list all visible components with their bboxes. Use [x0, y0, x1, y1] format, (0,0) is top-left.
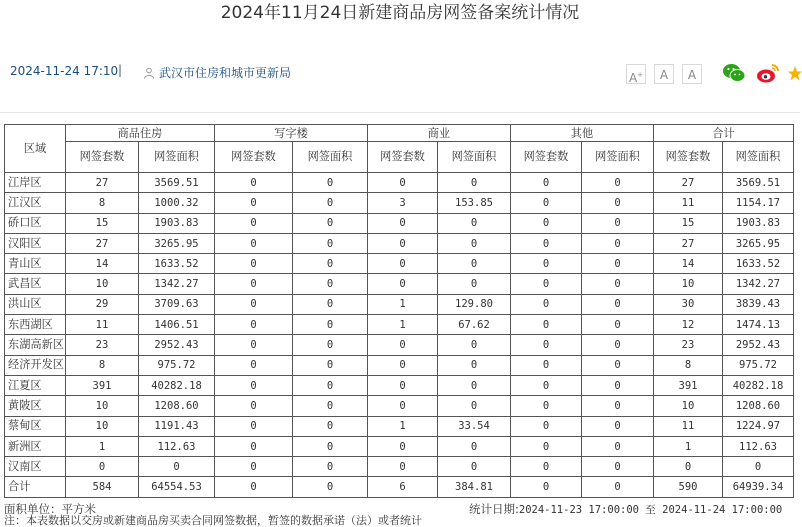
- count-cell: 10: [654, 274, 723, 294]
- count-cell: 1: [368, 294, 438, 314]
- area-cell: 0: [582, 213, 654, 233]
- statistics-date-label: 统计日期:: [469, 502, 519, 516]
- area-cell: 0: [293, 355, 368, 375]
- area-cell: 0: [582, 173, 654, 193]
- table-row: [5, 315, 794, 335]
- count-cell: 10: [66, 396, 139, 416]
- count-cell: 0: [215, 477, 293, 497]
- count-cell: 11: [66, 315, 139, 335]
- star-icon[interactable]: [788, 62, 802, 84]
- area-cell: 0: [293, 335, 368, 355]
- count-cell: 0: [215, 355, 293, 375]
- area-cell: 0: [293, 173, 368, 193]
- font-default-button[interactable]: A: [654, 64, 674, 84]
- count-cell: 0: [511, 315, 582, 335]
- sub-header-count: 网签套数: [654, 142, 723, 173]
- area-cell: 3265.95: [139, 233, 215, 253]
- area-cell: 40282.18: [723, 375, 794, 395]
- area-cell: 0: [582, 355, 654, 375]
- count-cell: 0: [215, 416, 293, 436]
- area-cell: 3569.51: [723, 173, 794, 193]
- area-unit-note: 面积单位：平方米: [4, 502, 96, 516]
- count-cell: 0: [511, 193, 582, 213]
- area-cell: 112.63: [723, 436, 794, 456]
- area-cell: 0: [438, 173, 511, 193]
- count-cell: 0: [215, 315, 293, 335]
- area-cell: 0: [582, 233, 654, 253]
- sub-header-area: 网签面积: [438, 142, 511, 173]
- count-cell: 27: [66, 233, 139, 253]
- area-cell: 67.62: [438, 315, 511, 335]
- count-cell: 0: [368, 457, 438, 477]
- area-cell: 0: [438, 436, 511, 456]
- count-cell: 0: [511, 335, 582, 355]
- count-cell: 1: [368, 416, 438, 436]
- count-cell: 0: [511, 436, 582, 456]
- count-cell: 0: [368, 173, 438, 193]
- count-cell: 391: [654, 375, 723, 395]
- area-cell: 2952.43: [723, 335, 794, 355]
- count-cell: 0: [368, 335, 438, 355]
- table-row: [5, 375, 794, 395]
- area-cell: 0: [293, 436, 368, 456]
- count-cell: 0: [511, 274, 582, 294]
- count-cell: 0: [368, 213, 438, 233]
- area-cell: 1191.43: [139, 416, 215, 436]
- count-cell: 3: [368, 193, 438, 213]
- count-cell: 1: [66, 436, 139, 456]
- count-cell: 0: [215, 173, 293, 193]
- area-cell: 0: [438, 274, 511, 294]
- area-cell: 1154.17: [723, 193, 794, 213]
- area-cell: 0: [582, 335, 654, 355]
- count-cell: 10: [654, 396, 723, 416]
- table-total-row: [5, 477, 794, 497]
- count-cell: 0: [368, 233, 438, 253]
- count-cell: 1: [368, 315, 438, 335]
- area-cell: 0: [723, 457, 794, 477]
- area-cell: 0: [582, 315, 654, 335]
- font-decrease-button[interactable]: A: [682, 64, 702, 84]
- area-cell: 0: [293, 375, 368, 395]
- district-cell: 江汉区: [5, 193, 66, 213]
- area-cell: 1903.83: [139, 213, 215, 233]
- area-cell: 0: [293, 193, 368, 213]
- count-cell: 8: [654, 355, 723, 375]
- area-cell: 112.63: [139, 436, 215, 456]
- area-cell: 0: [438, 213, 511, 233]
- count-cell: 0: [215, 457, 293, 477]
- count-cell: 584: [66, 477, 139, 497]
- table-row: [5, 457, 794, 477]
- source-link[interactable]: [143, 64, 291, 81]
- count-cell: 29: [66, 294, 139, 314]
- district-cell: 江岸区: [5, 173, 66, 193]
- district-cell: 黄陂区: [5, 396, 66, 416]
- area-cell: 0: [293, 315, 368, 335]
- count-cell: 27: [654, 233, 723, 253]
- sub-header-area: 网签面积: [293, 142, 368, 173]
- count-cell: 6: [368, 477, 438, 497]
- area-cell: 975.72: [723, 355, 794, 375]
- table-row: [5, 416, 794, 436]
- table-row: [5, 436, 794, 456]
- sub-header-area: 网签面积: [723, 142, 794, 173]
- count-cell: 0: [215, 193, 293, 213]
- count-cell: 0: [368, 396, 438, 416]
- sub-header-count: 网签套数: [66, 142, 139, 173]
- area-cell: 0: [139, 457, 215, 477]
- area-cell: 0: [293, 457, 368, 477]
- count-cell: 27: [66, 173, 139, 193]
- area-cell: 1342.27: [723, 274, 794, 294]
- count-cell: 0: [511, 254, 582, 274]
- count-cell: 23: [654, 335, 723, 355]
- area-cell: 0: [438, 457, 511, 477]
- area-cell: 0: [293, 477, 368, 497]
- group-header-commercial: 商业: [368, 125, 511, 142]
- district-cell: 汉南区: [5, 457, 66, 477]
- area-cell: 3265.95: [723, 233, 794, 253]
- area-cell: 384.81: [438, 477, 511, 497]
- table-row: [5, 213, 794, 233]
- area-cell: 3839.43: [723, 294, 794, 314]
- count-cell: 0: [215, 274, 293, 294]
- area-cell: 0: [293, 274, 368, 294]
- count-cell: 0: [511, 173, 582, 193]
- area-cell: 0: [582, 294, 654, 314]
- area-cell: 40282.18: [139, 375, 215, 395]
- count-cell: 14: [66, 254, 139, 274]
- weibo-icon[interactable]: [756, 62, 780, 84]
- group-header-total: 合计: [654, 125, 794, 142]
- area-cell: 1224.97: [723, 416, 794, 436]
- district-cell: 汉阳区: [5, 233, 66, 253]
- meta-separator: |: [118, 63, 123, 77]
- area-cell: 0: [582, 375, 654, 395]
- page-title: 2024年11月24日新建商品房网签备案统计情况: [220, 3, 580, 23]
- area-cell: 1474.13: [723, 315, 794, 335]
- count-cell: 0: [215, 233, 293, 253]
- area-cell: 129.80: [438, 294, 511, 314]
- font-increase-button[interactable]: A+: [626, 64, 646, 84]
- statistics-date-range: 2024-11-23 17:00:00 至 2024-11-24 17:00:00: [518, 504, 783, 516]
- sub-header-area: 网签面积: [582, 142, 654, 173]
- sub-header-count: 网签套数: [215, 142, 293, 173]
- count-cell: 0: [368, 254, 438, 274]
- table-row: [5, 193, 794, 213]
- wechat-icon[interactable]: [722, 62, 746, 84]
- table-row: [5, 355, 794, 375]
- source-label: 武汉市住房和城市更新局: [159, 66, 292, 80]
- area-cell: 0: [582, 193, 654, 213]
- count-cell: 0: [511, 233, 582, 253]
- count-cell: 0: [215, 375, 293, 395]
- table-row: [5, 335, 794, 355]
- sub-header-area: 网签面积: [139, 142, 215, 173]
- person-icon: [143, 67, 155, 79]
- area-cell: 1342.27: [139, 274, 215, 294]
- district-cell: 武昌区: [5, 274, 66, 294]
- area-cell: 1903.83: [723, 213, 794, 233]
- count-cell: 0: [368, 274, 438, 294]
- area-cell: 1633.52: [139, 254, 215, 274]
- count-cell: 0: [511, 477, 582, 497]
- count-cell: 0: [511, 375, 582, 395]
- area-cell: 1000.32: [139, 193, 215, 213]
- count-cell: 0: [215, 396, 293, 416]
- count-cell: 8: [66, 193, 139, 213]
- area-cell: 1406.51: [139, 315, 215, 335]
- area-cell: 64554.53: [139, 477, 215, 497]
- table-group-header-row: [5, 125, 794, 142]
- statistics-date: [469, 501, 782, 517]
- area-cell: 0: [582, 396, 654, 416]
- count-cell: 11: [654, 193, 723, 213]
- area-cell: 0: [582, 477, 654, 497]
- count-cell: 0: [215, 436, 293, 456]
- count-cell: 30: [654, 294, 723, 314]
- header-divider: [0, 112, 800, 113]
- area-cell: 0: [582, 457, 654, 477]
- count-cell: 0: [511, 396, 582, 416]
- area-cell: 0: [293, 396, 368, 416]
- count-cell: 0: [511, 355, 582, 375]
- area-cell: 0: [438, 396, 511, 416]
- area-cell: 0: [438, 335, 511, 355]
- count-cell: 8: [66, 355, 139, 375]
- count-cell: 0: [511, 213, 582, 233]
- area-cell: 0: [582, 436, 654, 456]
- district-cell: 经济开发区: [5, 355, 66, 375]
- count-cell: 0: [511, 457, 582, 477]
- count-cell: 27: [654, 173, 723, 193]
- area-cell: 1208.60: [723, 396, 794, 416]
- district-cell: 江夏区: [5, 375, 66, 395]
- count-cell: 15: [66, 213, 139, 233]
- count-cell: 0: [511, 294, 582, 314]
- count-cell: 11: [654, 416, 723, 436]
- group-header-residential: 商品住房: [66, 125, 215, 142]
- district-cell: 东西湖区: [5, 315, 66, 335]
- area-cell: 0: [582, 254, 654, 274]
- count-cell: 0: [368, 436, 438, 456]
- area-cell: 0: [293, 294, 368, 314]
- count-cell: 14: [654, 254, 723, 274]
- area-cell: 33.54: [438, 416, 511, 436]
- area-cell: 0: [582, 274, 654, 294]
- area-cell: 1208.60: [139, 396, 215, 416]
- area-cell: 0: [438, 254, 511, 274]
- count-cell: 0: [511, 416, 582, 436]
- area-cell: 64939.34: [723, 477, 794, 497]
- district-cell: 青山区: [5, 254, 66, 274]
- article-meta-bar: [0, 57, 800, 91]
- area-cell: 3709.63: [139, 294, 215, 314]
- count-cell: 10: [66, 416, 139, 436]
- sub-header-count: 网签套数: [368, 142, 438, 173]
- table-row: [5, 254, 794, 274]
- area-cell: 0: [293, 254, 368, 274]
- district-cell: 蔡甸区: [5, 416, 66, 436]
- district-cell: 硚口区: [5, 213, 66, 233]
- area-cell: 153.85: [438, 193, 511, 213]
- table-row: [5, 294, 794, 314]
- count-cell: 0: [368, 375, 438, 395]
- count-cell: 23: [66, 335, 139, 355]
- district-header: 区域: [5, 125, 66, 173]
- district-cell: 东湖高新区: [5, 335, 66, 355]
- area-cell: 0: [293, 213, 368, 233]
- area-cell: 975.72: [139, 355, 215, 375]
- area-cell: 0: [293, 233, 368, 253]
- table-row: [5, 173, 794, 193]
- count-cell: 10: [66, 274, 139, 294]
- count-cell: 15: [654, 213, 723, 233]
- count-cell: 0: [654, 457, 723, 477]
- district-cell: 合计: [5, 477, 66, 497]
- footnote: 注：本表数据以交房或新建商品房买卖合同网签数据，暂签的数据承诺（法）或者统计: [4, 514, 422, 527]
- count-cell: 391: [66, 375, 139, 395]
- table-sub-header-row: [5, 142, 794, 173]
- count-cell: 0: [215, 335, 293, 355]
- publish-date: 2024-11-24 17:10: [10, 64, 119, 78]
- sales-statistics-table: [4, 124, 794, 498]
- sub-header-count: 网签套数: [511, 142, 582, 173]
- area-cell: 0: [582, 416, 654, 436]
- area-cell: 0: [438, 375, 511, 395]
- district-cell: 洪山区: [5, 294, 66, 314]
- area-cell: 0: [438, 355, 511, 375]
- area-cell: 2952.43: [139, 335, 215, 355]
- table-row: [5, 233, 794, 253]
- area-cell: 1633.52: [723, 254, 794, 274]
- district-cell: 新洲区: [5, 436, 66, 456]
- count-cell: 0: [215, 213, 293, 233]
- count-cell: 0: [66, 457, 139, 477]
- table-row: [5, 396, 794, 416]
- group-header-office: 写字楼: [215, 125, 368, 142]
- count-cell: 1: [654, 436, 723, 456]
- count-cell: 590: [654, 477, 723, 497]
- count-cell: 0: [215, 254, 293, 274]
- area-cell: 3569.51: [139, 173, 215, 193]
- table-row: [5, 274, 794, 294]
- count-cell: 12: [654, 315, 723, 335]
- count-cell: 0: [368, 355, 438, 375]
- area-cell: 0: [293, 416, 368, 436]
- count-cell: 0: [215, 294, 293, 314]
- area-cell: 0: [438, 233, 511, 253]
- group-header-other: 其他: [511, 125, 654, 142]
